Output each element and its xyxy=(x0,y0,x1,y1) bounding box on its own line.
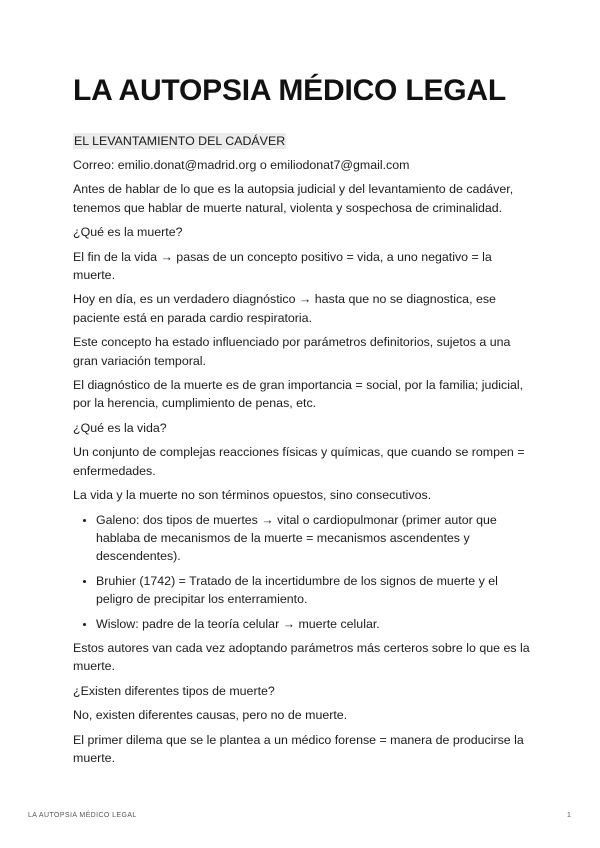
document-title: LA AUTOPSIA MÉDICO LEGAL xyxy=(73,74,506,107)
paragraph: La vida y la muerte no son términos opuestos, sino consecutivos. xyxy=(73,488,432,503)
list-item: • Wislow: padre de la teoría celular → muerte celular. xyxy=(96,615,533,633)
list-item: • Galeno: dos tipos de muertes → vital o cardiopulmonar (primer autor que hablaba de mecanismos de la muerte = mecanismos ascendentes y descendentes). xyxy=(96,511,533,566)
paragraph: El fin de la vida → pasas de un concepto positivo = vida, a uno negativo = la muerte. xyxy=(73,249,492,283)
paragraph: El primer dilema que se le plantea a un médico forense = manera de producirse la muerte. xyxy=(73,732,524,765)
paragraph: No, existen diferentes causas, pero no de muerte. xyxy=(73,708,348,723)
paragraph: Correo: emilio.donat@madrid.org o emiliodonat7@gmail.com xyxy=(73,158,410,172)
footer-running-title: LA AUTOPSIA MÉDICO LEGAL xyxy=(28,812,137,819)
document-body xyxy=(73,156,533,773)
question-heading: ¿Qué es la vida? xyxy=(73,420,167,435)
bullet-list xyxy=(73,511,533,633)
question-heading: ¿Qué es la muerte? xyxy=(73,225,183,240)
paragraph: Hoy en día, es un verdadero diagnóstico → hasta que no se diagnostica, ese paciente está en parada cardio respiratoria. xyxy=(73,292,496,325)
paragraph: Antes de hablar de lo que es la autopsia judicial y del levantamiento de cadáver, tenemos que hablar de muerte natural, violenta y sospechosa de criminalidad. xyxy=(73,182,514,215)
list-item: • Bruhier (1742) = Tratado de la incertidumbre de los signos de muerte y el peligro de precipitar los enterramiento. xyxy=(96,572,533,609)
paragraph: Estos autores van cada vez adoptando parámetros más certeros sobre lo que es la muerte. xyxy=(73,640,530,674)
question-heading: ¿Existen diferentes tipos de muerte? xyxy=(73,683,275,698)
paragraph: Este concepto ha estado influenciado por parámetros definitorios, sujetos a una gran variación temporal. xyxy=(73,335,511,368)
section-subtitle: EL LEVANTAMIENTO DEL CADÁVER xyxy=(74,134,286,148)
paragraph: El diagnóstico de la muerte es de gran importancia = social, por la familia; judicial, por la herencia, cumplimiento de penas, etc. xyxy=(73,378,524,411)
footer-page-number: 1 xyxy=(567,812,571,819)
paragraph: Un conjunto de complejas reacciones físicas y químicas, que cuando se rompen = enfermedades. xyxy=(73,445,525,478)
